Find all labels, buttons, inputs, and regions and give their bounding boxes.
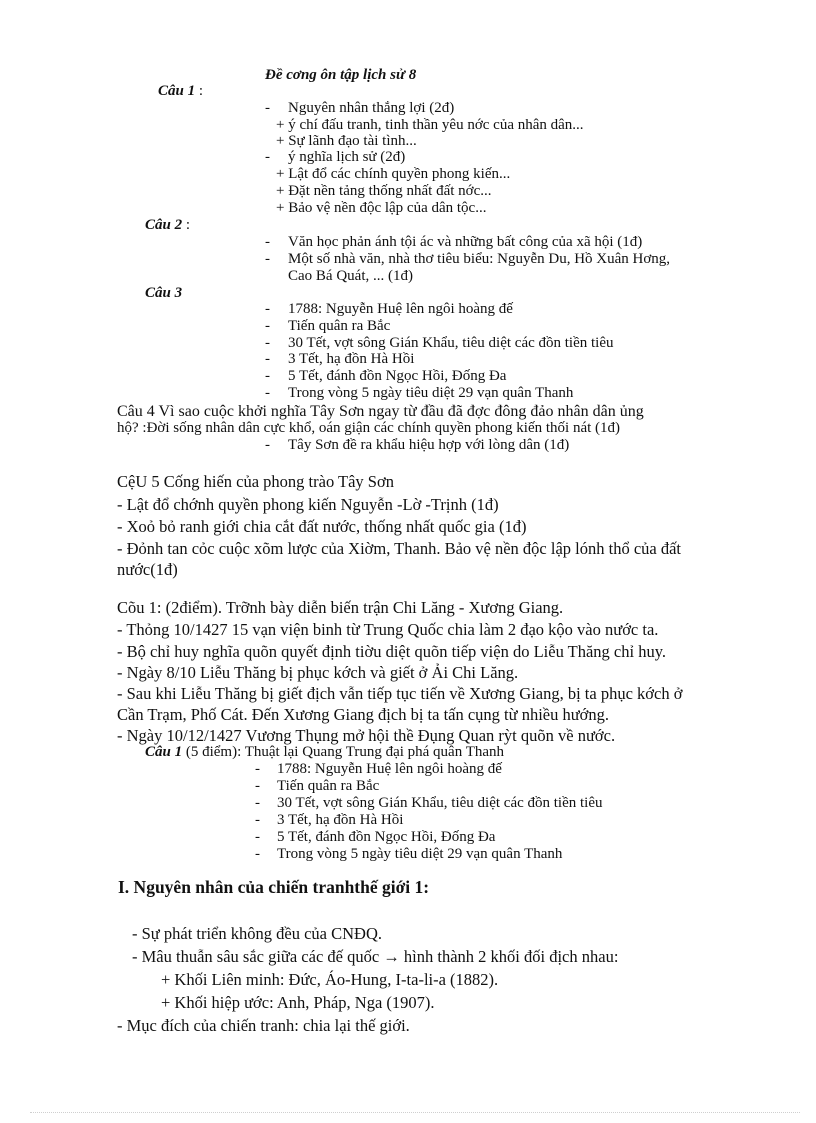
cau2-label: Câu 2 :	[145, 217, 191, 233]
cau1-line: ý nghĩa lịch sử (2đ)	[288, 149, 406, 165]
ww1-line: + Khối hiệp ước: Anh, Pháp, Nga (1907).	[161, 993, 435, 1012]
cau1b-line: - Thỏng 10/1427 15 vạn viện binh từ Trung Quốc chia làm 2 đạo kộo vào nước ta.	[117, 620, 659, 639]
bullet: -	[255, 812, 260, 828]
cau1-line: + Lật đổ các chính quyền phong kiến...	[276, 166, 511, 182]
bullet: -	[265, 437, 270, 453]
cau1c-item: Tiến quân ra Bắc	[277, 778, 380, 794]
cau1b-line: Cần Trạm, Phố Cát. Đến Xương Giang địch bị ta tấn cụng từ nhiều hướng.	[117, 705, 610, 724]
cau1-line: + Đặt nền tảng thống nhất đất nớc...	[276, 183, 492, 199]
cau3-label: Câu 3	[145, 285, 183, 301]
cau4-answer: hộ? :Đời sống nhân dân cực khổ, oán giận các chính quyền phong kiến thối nát (1đ)	[117, 420, 621, 436]
bullet: -	[265, 351, 270, 367]
cau1b-title: Cõu 1: (2điểm). Trỡnh bày diễn biến trận Chi Lăng - Xương Giang.	[117, 598, 564, 617]
cau3-item: Tiến quân ra Bắc	[288, 318, 391, 334]
cau1c-item: 5 Tết, đánh đồn Ngọc Hồi, Đống Đa	[277, 829, 496, 845]
bullet: -	[255, 846, 260, 862]
footer-divider	[30, 1112, 800, 1113]
cau1b-line: - Ngày 10/12/1427 Vương Thụng mở hội thề Đụng Quan rỳt quõn về nước.	[117, 726, 616, 745]
bullet: -	[265, 335, 270, 351]
section-heading: I. Nguyên nhân của chiến tranhthế giới 1:	[118, 877, 430, 897]
bullet: -	[265, 318, 270, 334]
cau1b-line: - Bộ chỉ huy nghĩa quõn quyết định tiờu diệt quõn tiếp viện do Liễu Thăng chỉ huy.	[117, 642, 667, 661]
bullet: -	[265, 251, 270, 267]
cau1c-heading: Câu 1 (5 điểm): Thuật lại Quang Trung đại phá quân Thanh	[145, 744, 505, 760]
bullet: -	[255, 829, 260, 845]
bullet: -	[265, 100, 270, 116]
ww1-line: + Khối Liên minh: Đức, Áo-Hung, I-ta-li-a (1882).	[161, 970, 499, 989]
cau2-line: Cao Bá Quát, ... (1đ)	[288, 268, 413, 284]
bullet: -	[265, 149, 270, 165]
cau2-line: Văn học phản ánh tội ác và những bất công của xã hội (1đ)	[288, 234, 643, 250]
cau1c-item: 30 Tết, vợt sông Gián Khẩu, tiêu diệt các đồn tiền tiêu	[277, 795, 603, 811]
cau1c-item: 1788: Nguyễn Huệ lên ngôi hoàng đế	[277, 761, 502, 777]
cau5-line: nước(1đ)	[117, 560, 178, 579]
cau5-line: - Đỏnh tan cỏc cuộc xõm lược của Xiờm, Thanh. Bảo vệ nền độc lập lónh thổ của đất	[117, 539, 682, 558]
cau5-line: - Lật đổ chớnh quyền phong kiến Nguyễn -Lờ -Trịnh (1đ)	[117, 495, 499, 514]
cau3-item: 1788: Nguyễn Huệ lên ngôi hoàng đế	[288, 301, 513, 317]
bullet: -	[255, 761, 260, 777]
cau5-line: - Xoỏ bỏ ranh giới chia cắt đất nước, thống nhất quốc gia (1đ)	[117, 517, 527, 536]
ww1-line: - Sự phát triển không đều của CNĐQ.	[132, 924, 382, 943]
bullet: -	[265, 234, 270, 250]
cau3-item: 3 Tết, hạ đồn Hà Hồi	[288, 351, 415, 367]
cau2-line: Một số nhà văn, nhà thơ tiêu biểu: Nguyễn Du, Hồ Xuân Hơng,	[288, 251, 671, 267]
cau1b-line: - Ngày 8/10 Liễu Thăng bị phục kớch và giết ở Ải Chi Lăng.	[117, 663, 519, 682]
bullet: -	[265, 368, 270, 384]
cau3-item: 30 Tết, vợt sông Gián Khẩu, tiêu diệt các đồn tiền tiêu	[288, 335, 614, 351]
bullet: -	[265, 301, 270, 317]
bullet: -	[255, 778, 260, 794]
ww1-line: - Mục đích của chiến tranh: chia lại thế giới.	[117, 1016, 410, 1035]
cau1-label: Câu 1 :	[158, 83, 204, 99]
cau1-line: + Bảo vệ nền độc lập của dân tộc...	[276, 200, 487, 216]
cau3-item: 5 Tết, đánh đồn Ngọc Hồi, Đống Đa	[288, 368, 507, 384]
cau1-line: + ý chí đấu tranh, tinh thần yêu nớc của nhân dân...	[276, 117, 584, 133]
cau1b-line: - Sau khi Liễu Thăng bị giết địch vẫn tiếp tục tiến về Xương Giang, bị ta phục kớch ở	[117, 684, 683, 703]
cau1-line: Nguyên nhân thắng lợi (2đ)	[288, 100, 455, 116]
cau3-item: Trong vòng 5 ngày tiêu diệt 29 vạn quân Thanh	[288, 385, 574, 401]
cau1c-item: 3 Tết, hạ đồn Hà Hồi	[277, 812, 404, 828]
bullet: -	[265, 385, 270, 401]
cau4-question: Câu 4 Vì sao cuộc khởi nghĩa Tây Sơn ngay từ đầu đã đợc đông đảo nhân dân ủng	[117, 403, 644, 420]
bullet: -	[255, 795, 260, 811]
ww1-line: - Mâu thuẫn sâu sắc giữa các đế quốc → hình thành 2 khối đối địch nhau:	[132, 947, 619, 966]
cau1c-item: Trong vòng 5 ngày tiêu diệt 29 vạn quân Thanh	[277, 846, 563, 862]
cau1-line: + Sự lãnh đạo tài tình...	[276, 133, 417, 149]
cau5-title: CệU 5 Cống hiến của phong trào Tây Sơn	[117, 472, 394, 491]
cau4-answer: Tây Sơn đề ra khẩu hiệu hợp với lòng dân (1đ)	[288, 437, 570, 453]
page-title: Đề cơng ôn tập lịch sử 8	[265, 67, 417, 83]
